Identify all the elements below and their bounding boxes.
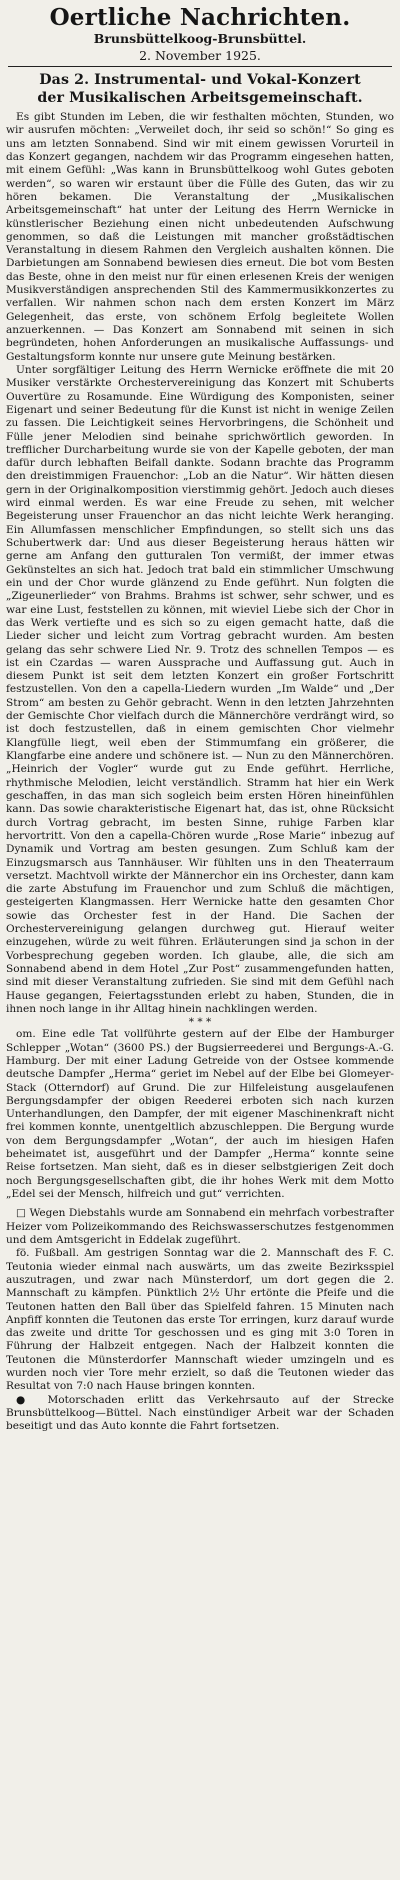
note-rescue-tug: om. Eine edle Tat vollführte gestern auf der Elbe der Hamburger Schlepper „Wotan“ (3600 PS.) der Bugsierreederei und Bergungs-A.-G. Hamburg. Der mit einer Ladung Getreide von der Ostsee kommende deutsche Dampfer „Herma“ geriet im Nebel auf der Elbe bei Glomeyer-Stack (Otterndorf) auf Grund. Die zur Hilfeleistung ausgelaufenen Bergungsdampfer der obigen Reederei erboten sich nach kurzen Unterhandlungen, den Dampfer, der mit eigener Maschinenkraft nicht frei kommen konnte, unentgeltlich abzuschleppen. Die Bergung wurde von dem Bergungsdampfer „Wotan“, der auch im hiesigen Hafen beheimatet ist, ausgeführt und der Dampfer „Herma“ konnte seine Reise fortsetzen. Man sieht, daß es in dieser selbstgierigen Zeit doch noch Bergungsgesellschaften gibt, die ihr hohes Werk mit dem Motto „Edel sei der Mensch, hilfreich und gut“ verrichten.: [6, 1028, 394, 1200]
article-paragraph-2: Unter sorgfältiger Leitung des Herrn Wernicke eröffnete die mit 20 Musiker verstärkte Orchestervereinigung das Konzert mit Schuberts Ouvertüre zu Rosamunde. Eine Würdigung des Komponisten, seiner Eigenart und seiner Bedeutung für die Kunst ist nicht in wenige Zeilen zu fassen. Die Leichtigkeit seines Hervorbringens, die Schönheit und Fülle jener Melodien sind beinahe sprichwörtlich geworden. In trefflicher Durcharbeitung wurde sie von der Kapelle geboten, der man dafür durch lebhaften Beifall dankte. Sodann brachte das Programm den dreistimmigen Frauenchor: „Lob an die Natur“. Wir hätten diesen gern in der Originalkomposition vierstimmig gehört. Jedoch auch dieses wird einmal werden. Es war eine Freude zu sehen, mit welcher Begeisterung unser Frauenchor an das nicht leichte Werk heranging. Ein Allumfassen menschlicher Empfindungen, so stellt sich uns das Schubertwerk dar: Und aus dieser Begeisterung heraus hätten wir gerne am Anfang den gutturalen Ton vermißt, der immer etwas Gekünsteltes an sich hat. Jedoch trat bald ein stimmlicher Umschwung ein und der Chor wurde glänzend zu Ende geführt. Nun folgten die „Zigeunerlieder“ von Brahms. Brahms ist schwer, sehr schwer, und es war eine Lust, feststellen zu können, mit wieviel Liebe sich der Chor in das Werk vertiefte und es sich so zu eigen gemacht hatte, daß die Lieder sicher und leicht zum Vortrag gebracht wurden. Am besten gelang das sehr schwere Lied Nr. 9. Trotz des schnellen Tempos — es ist ein Czardas — waren Aussprache und Auffassung gut. Auch in diesem Punkt ist seit dem letzten Konzert ein großer Fortschritt festzustellen. Von den a capella-Liedern wurden „Im Walde“ und „Der Strom“ am besten zu Gehör gebracht. Wenn in den letzten Jahrzehnten der Gemischte Chor vielfach durch die Männerchöre verdrängt wird, so ist doch festzustellen, daß in einem gemischten Chor vielmehr Klangfülle liegt, weil eben der Stimmumfang ein größerer, die Klangfarbe eine andere und schönere ist. — Nun zu den Männerchören. „Heinrich der Vogler“ wurde gut zu Ende geführt. Herrliche, rhythmische Melodien, leicht verständlich. Stramm hat hier ein Werk geschaffen, in das man sich sogleich beim ersten Hören hineinfühlen kann. Das sowie charakteristische Eigenart hat, das ist, ohne Rücksicht durch Vortrag gebracht, im besten Sinne, ruhige Farben klar hervortritt. Von den a capella-Chören wurde „Rose Marie“ inbezug auf Dynamik und Vortrag am besten gesungen. Zum Schluß kam der Einzugsmarsch aus Tannhäuser. Wir fühlten uns in den Theaterraum versetzt. Machtvoll wirkte der Männerchor ein ins Orchester, dann kam die zarte Abstufung im Frauenchor und zum Schluß die mächtigen, gesteigerten Klangmassen. Herr Wernicke hatte den gesamten Chor sowie das Orchester fest in der Hand. Die Sachen der Orchestervereinigung gelangen durchweg gut. Hierauf weiter einzugehen, würde zu weit führen. Erläuterungen sind ja schon in der Vorbesprechung gegeben worden. Ich glaube, alle, die sich am Sonnabend abend in dem Hotel „Zur Post“ zusammengefunden hatten, sind mit dieser Veranstaltung zufrieden. Sie sind mit dem Gefühl nach Hause gegangen, Feiertagsstunden erlebt zu haben, Stunden, die in ihnen noch lange in ihr Alltag hinein nachklingen werden.: [6, 363, 394, 1015]
divider-rule: [8, 66, 392, 67]
issue-date: 2. November 1925.: [139, 48, 261, 63]
dateline: Brunsbüttelkoog-Brunsbüttel.: [93, 31, 307, 46]
headline-line-1: Das 2. Instrumental- und Vokal-Konzert: [39, 72, 361, 88]
local-notes: [6, 1028, 394, 1433]
section-title: Oertliche Nachrichten.: [49, 4, 351, 31]
article-headline: [6, 71, 394, 107]
masthead: [6, 0, 394, 63]
note-football: fö. Fußball. Am gestrigen Sonntag war die 2. Mannschaft des F. C. Teutonia wieder einmal nach auswärts, um das zweite Bezirksspiel auszutragen, und zwar nach Münsterdorf, um dort gegen die 2. Mannschaft zu kämpfen. Pünktlich 2½ Uhr ertönte die Pfeife und die Teutonen hatten den Ball über das Spielfeld fahren. 15 Minuten nach Anpfiff konnten die Teutonen das erste Tor erringen, kurz darauf wurde das zweite und dritte Tor geschossen und es ging mit 3:0 Toren in Führung der Halbzeit entgegen. Nach der Halbzeit konnten die Teutonen die Münsterdorfer Mannschaft wieder umzingeln und es wurden noch vier Tore mehr erzielt, so daß die Teutonen wieder das Resultat von 7:0 nach Hause bringen konnten.: [6, 1247, 394, 1393]
concert-article: [6, 71, 394, 1028]
headline-line-2: der Musikalischen Arbeitsgemeinschaft.: [37, 90, 363, 106]
note-motor-damage: ● Motorschaden erlitt das Verkehrsauto auf der Strecke Brunsbüttelkoog—Büttel. Nach einstündiger Arbeit war der Schaden beseitigt und das Auto konnte die Fahrt fortsetzen.: [6, 1393, 394, 1433]
note-theft: □ Wegen Diebstahls wurde am Sonnabend ein mehrfach vorbestrafter Heizer vom Polizeikommando des Reichswasserschutzes festgenommen und dem Amtsgericht in Eddelak zugeführt.: [6, 1207, 394, 1246]
article-separator: * * *: [188, 1016, 212, 1029]
article-paragraph-1: Es gibt Stunden im Leben, die wir festhalten möchten, Stunden, wo wir ausrufen möchten: „Verweilet doch, ihr seid so schön!“ So ging es uns am letzten Sonnabend. Sind wir mit einem gewissen Vorurteil in das Konzert gegangen, nachdem wir das Programm eingesehen hatten, mit einem Gefühl: „Was kann in Brunsbüttelkoog wohl Gutes geboten werden“, so waren wir erstaunt über die Fülle des Guten, das wir zu hören bekamen. Die Veranstaltung der „Musikalischen Arbeitsgemeinschaft“ hat unter der Leitung des Herrn Wernicke in künstlerischer Beziehung einen nicht unbedeutenden Aufschwung genommen, so daß die Leistungen mit mancher großstädtischen Veranstaltung in diesem Rahmen den Vergleich aushalten können. Die Darbietungen am Sonnabend bewiesen dies erneut. Die bot vom Besten das Beste, ohne in den meist nur für einen erlesenen Kreis der wenigen Musikverständigen ansprechenden Stil des Kammermusikkonzertes zu verfallen. Wir nahmen schon nach dem ersten Konzert im März Gelegenheit, das erste, von schönem Erfolg begleitete Wollen anzuerkennen. — Das Konzert am Sonnabend mit seinen in sich begründeten, hohen Anforderungen an musikalische Auffassungs- und Gestaltungsform konnte nur unsere gute Meinung bestärken.: [6, 111, 394, 363]
